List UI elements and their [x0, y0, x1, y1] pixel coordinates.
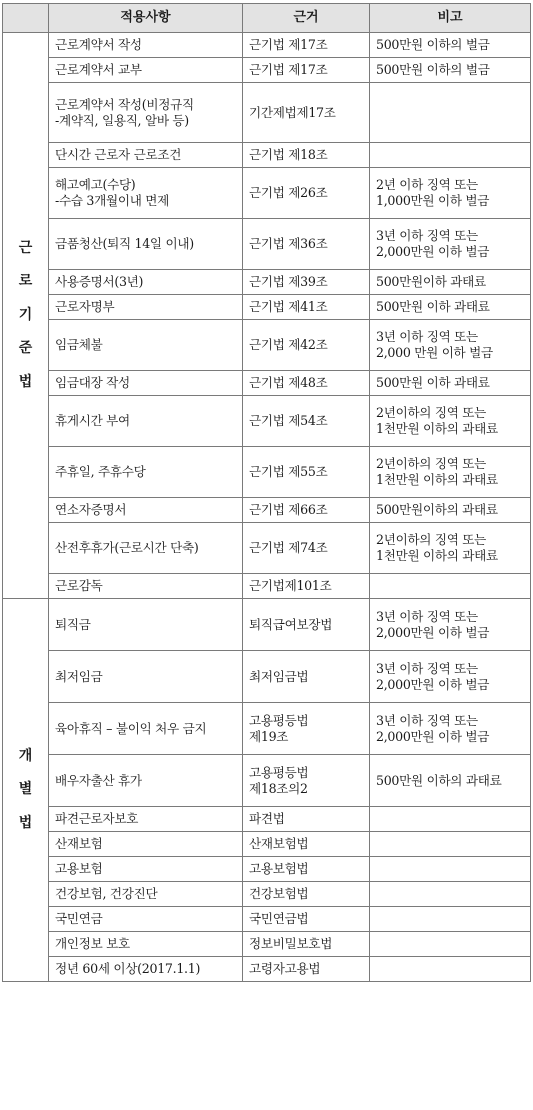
table-row	[3, 523, 531, 574]
note-cell: 2년이하의 징역 또는 1천만원 이하의 과태료	[370, 396, 531, 447]
header-row	[3, 4, 531, 33]
item-cell: 파견근로자보호	[49, 807, 243, 832]
item-cell: 근로계약서 작성(비정규직 -계약직, 일용직, 알바 등)	[49, 83, 243, 143]
basis-cell: 근기법제101조	[243, 574, 370, 599]
basis-cell: 고용평등법 제19조	[243, 703, 370, 755]
table-row	[3, 857, 531, 882]
note-cell: 2년이하의 징역 또는 1천만원 이하의 과태료	[370, 523, 531, 574]
item-cell: 휴게시간 부여	[49, 396, 243, 447]
item-cell: 개인정보 보호	[49, 932, 243, 957]
item-cell: 임금대장 작성	[49, 371, 243, 396]
table-row	[3, 168, 531, 219]
table-row	[3, 371, 531, 396]
table-row	[3, 219, 531, 270]
basis-cell: 고령자고용법	[243, 957, 370, 982]
table-row	[3, 447, 531, 498]
note-cell: 500만원 이하 과태료	[370, 295, 531, 320]
note-cell	[370, 882, 531, 907]
labor-law-table	[2, 3, 531, 982]
item-cell: 단시간 근로자 근로조건	[49, 143, 243, 168]
table-row	[3, 882, 531, 907]
note-cell: 500만원이하 과태료	[370, 270, 531, 295]
note-cell	[370, 807, 531, 832]
item-cell: 국민연금	[49, 907, 243, 932]
basis-cell: 근기법 제39조	[243, 270, 370, 295]
item-cell: 정년 60세 이상(2017.1.1)	[49, 957, 243, 982]
item-cell: 산재보험	[49, 832, 243, 857]
note-cell	[370, 957, 531, 982]
table-row	[3, 932, 531, 957]
note-cell: 2년이하의 징역 또는 1천만원 이하의 과태료	[370, 447, 531, 498]
group-label: 개별법	[18, 747, 33, 831]
note-cell	[370, 857, 531, 882]
note-cell	[370, 932, 531, 957]
note-cell	[370, 832, 531, 857]
item-cell: 육아휴직 – 불이익 처우 금지	[49, 703, 243, 755]
table-row	[3, 295, 531, 320]
header-item: 적용사항	[49, 4, 243, 33]
item-cell: 임금체불	[49, 320, 243, 371]
basis-cell: 산재보험법	[243, 832, 370, 857]
basis-cell: 근기법 제41조	[243, 295, 370, 320]
table-header	[3, 4, 531, 33]
basis-cell: 고용보험법	[243, 857, 370, 882]
note-cell	[370, 907, 531, 932]
table-row	[3, 574, 531, 599]
item-cell: 근로계약서 작성	[49, 33, 243, 58]
basis-cell: 근기법 제26조	[243, 168, 370, 219]
table-row	[3, 270, 531, 295]
basis-cell: 근기법 제55조	[243, 447, 370, 498]
item-cell: 최저임금	[49, 651, 243, 703]
basis-cell: 근기법 제66조	[243, 498, 370, 523]
table-body	[3, 33, 531, 982]
basis-cell: 기간제법제17조	[243, 83, 370, 143]
note-cell: 3년 이하 징역 또는 2,000만원 이하 벌금	[370, 703, 531, 755]
table-row	[3, 498, 531, 523]
table-row	[3, 83, 531, 143]
table-row	[3, 599, 531, 651]
item-cell: 고용보험	[49, 857, 243, 882]
basis-cell: 근기법 제54조	[243, 396, 370, 447]
note-cell	[370, 143, 531, 168]
table-row	[3, 703, 531, 755]
table-row	[3, 143, 531, 168]
basis-cell: 파견법	[243, 807, 370, 832]
item-cell: 근로자명부	[49, 295, 243, 320]
table-row	[3, 320, 531, 371]
table-row	[3, 957, 531, 982]
basis-cell: 근기법 제42조	[243, 320, 370, 371]
item-cell: 해고예고(수당) -수습 3개월이내 면제	[49, 168, 243, 219]
note-cell: 3년 이하 징역 또는 2,000만원 이하 벌금	[370, 219, 531, 270]
basis-cell: 정보비밀보호법	[243, 932, 370, 957]
table-row	[3, 832, 531, 857]
note-cell: 3년 이하 징역 또는 2,000만원 이하 벌금	[370, 599, 531, 651]
group-label: 근로기준법	[18, 239, 33, 390]
item-cell: 금품청산(퇴직 14일 이내)	[49, 219, 243, 270]
item-cell: 근로계약서 교부	[49, 58, 243, 83]
item-cell: 산전후휴가(근로시간 단축)	[49, 523, 243, 574]
basis-cell: 건강보험법	[243, 882, 370, 907]
table-row	[3, 907, 531, 932]
basis-cell: 근기법 제18조	[243, 143, 370, 168]
header-basis: 근거	[243, 4, 370, 33]
basis-cell: 근기법 제36조	[243, 219, 370, 270]
basis-cell: 국민연금법	[243, 907, 370, 932]
item-cell: 배우자출산 휴가	[49, 755, 243, 807]
item-cell: 건강보험, 건강진단	[49, 882, 243, 907]
note-cell: 3년 이하 징역 또는 2,000만원 이하 벌금	[370, 651, 531, 703]
item-cell: 연소자증명서	[49, 498, 243, 523]
table-row	[3, 33, 531, 58]
basis-cell: 근기법 제74조	[243, 523, 370, 574]
note-cell: 500만원 이하 과태료	[370, 371, 531, 396]
basis-cell: 근기법 제48조	[243, 371, 370, 396]
note-cell: 500만원 이하의 벌금	[370, 58, 531, 83]
note-cell	[370, 83, 531, 143]
table-row	[3, 755, 531, 807]
basis-cell: 고용평등법 제18조의2	[243, 755, 370, 807]
table-row	[3, 396, 531, 447]
item-cell: 사용증명서(3년)	[49, 270, 243, 295]
note-cell: 500만원이하의 과태료	[370, 498, 531, 523]
item-cell: 퇴직금	[49, 599, 243, 651]
note-cell	[370, 574, 531, 599]
table-row	[3, 58, 531, 83]
note-cell: 500만원 이하의 과태료	[370, 755, 531, 807]
header-group	[3, 4, 49, 33]
group-label-cell	[3, 33, 49, 599]
note-cell: 3년 이하 징역 또는 2,000 만원 이하 벌금	[370, 320, 531, 371]
header-note: 비고	[370, 4, 531, 33]
table-row	[3, 651, 531, 703]
note-cell: 2년 이하 징역 또는 1,000만원 이하 벌금	[370, 168, 531, 219]
basis-cell: 퇴직급여보장법	[243, 599, 370, 651]
item-cell: 주휴일, 주휴수당	[49, 447, 243, 498]
group-label-cell	[3, 599, 49, 982]
basis-cell: 근기법 제17조	[243, 58, 370, 83]
basis-cell: 근기법 제17조	[243, 33, 370, 58]
table-row	[3, 807, 531, 832]
note-cell: 500만원 이하의 벌금	[370, 33, 531, 58]
basis-cell: 최저임금법	[243, 651, 370, 703]
item-cell: 근로감독	[49, 574, 243, 599]
